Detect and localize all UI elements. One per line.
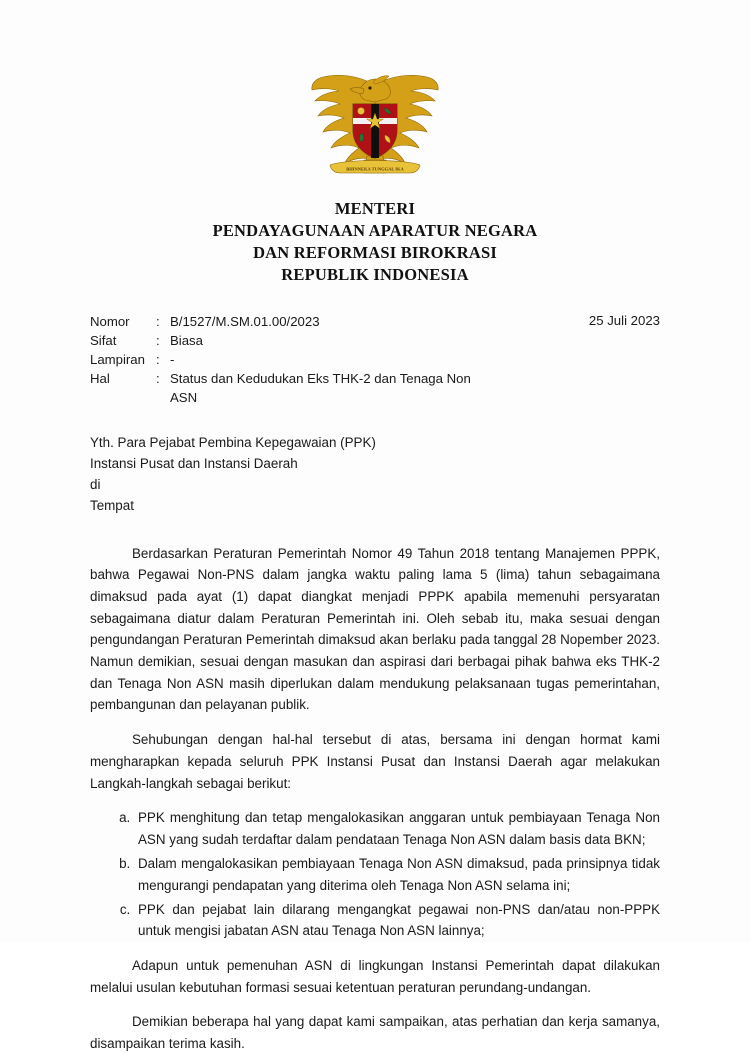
- letterhead: [0, 0, 750, 286]
- addressee-line-2: Instansi Pusat dan Instansi Daerah: [90, 456, 298, 472]
- body-paragraph-2: Sehubungan dengan hal-hal tersebut di atas, bersama ini dengan hormat kami mengharapkan kepada seluruh PPK Instansi Pusat dan Instansi Daerah agar melakukan Langkah-langkah sebagai berikut:: [90, 732, 660, 791]
- addressee-line-3: di: [90, 476, 101, 492]
- letterhead-title: [0, 198, 750, 286]
- letterhead-line-1: MENTERI: [334, 199, 416, 218]
- meta-colon-lampiran: :: [156, 352, 160, 368]
- letterhead-line-4: REPUBLIK INDONESIA: [281, 264, 469, 284]
- meta-colon-nomor: :: [156, 313, 160, 329]
- list-item: c. PPK dan pejabat lain dilarang mengangkat pegawai non-PNS dan/atau non-PPPK untuk mengisi jabatan ASN atau Tenaga Non ASN lainnya;: [134, 899, 660, 942]
- list-item: a. PPK menghitung dan tetap mengalokasikan anggaran untuk pembiayaan Tenaga Non ASN yang sudah terdaftar dalam pendataan Tenaga Non ASN dalam basis data BKN;: [134, 807, 660, 850]
- list-item: b. Dalam mengalokasikan pembiayaan Tenaga Non ASN dimaksud, pada prinsipnya tidak mengurangi pendapatan yang diterima oleh Tenaga Non ASN selama ini;: [134, 853, 660, 896]
- letter-date: 25 Juli 2023: [588, 312, 660, 328]
- table-row: [90, 331, 500, 350]
- garuda-pancasila-emblem: [300, 62, 450, 190]
- table-row: [90, 369, 500, 407]
- svg-text:BHINNEKA TUNGGAL IKA: BHINNEKA TUNGGAL IKA: [346, 166, 404, 172]
- meta-colon-hal: :: [156, 371, 160, 387]
- letter-body: [90, 543, 660, 1055]
- meta-label-nomor: Nomor: [90, 313, 130, 329]
- letterhead-line-3: DAN REFORMASI BIROKRASI: [253, 242, 497, 262]
- metadata-table: [90, 312, 500, 408]
- body-paragraph-3: Adapun untuk pemenuhan ASN di lingkungan Instansi Pemerintah dapat dilakukan melalui usulan kebutuhan formasi sesuai ketentuan peraturan perundang-undangan.: [90, 957, 660, 995]
- table-row: [90, 312, 500, 331]
- meta-value-lampiran: -: [170, 352, 175, 368]
- addressee-block: [90, 433, 660, 516]
- table-row: [90, 350, 500, 369]
- meta-value-sifat: Biasa: [170, 332, 203, 348]
- body-paragraph-4: Demikian beberapa hal yang dapat kami sampaikan, atas perhatian dan kerja samanya, disampaikan terima kasih.: [90, 1014, 660, 1051]
- addressee-line-4: Tempat: [90, 497, 134, 513]
- meta-value-hal: Status dan Kedudukan Eks THK-2 dan Tenaga Non ASN: [170, 371, 471, 406]
- action-items-list: [90, 807, 660, 942]
- body-paragraph-1: Berdasarkan Peraturan Pemerintah Nomor 49 Tahun 2018 tentang Manajemen PPPK, bahwa Pegawai Non-PNS dalam jangka waktu paling lama 5 (lima) tahun sebagaimana dimaksud pada ayat (1) dapat diangkat menjadi PPPK apabila memenuhi persyaratan sebagaimana diatur dalam Peraturan Pemerintah ini. Oleh sebab itu, maka sesuai dengan pengundangan Peraturan Pemerintah dimaksud akan berlaku pada tanggal 28 Nopember 2023. Namun demikian, sesuai dengan masukan dan aspirasi dari berbagai pihak bahwa eks THK-2 dan Tenaga Non ASN masih diperlukan dalam mendukung pelaksanaan tugas pemerintahan, pembangunan dan pelayanan publik.: [90, 545, 660, 713]
- meta-label-sifat: Sifat: [90, 332, 117, 348]
- letter-metadata: [90, 312, 660, 408]
- meta-colon-sifat: :: [156, 332, 160, 348]
- addressee-line-1: Yth. Para Pejabat Pembina Kepegawaian (PPK): [90, 435, 376, 451]
- meta-label-hal: Hal: [90, 371, 110, 387]
- letterhead-line-2: PENDAYAGUNAAN APARATUR NEGARA: [212, 220, 538, 240]
- meta-value-nomor: B/1527/M.SM.01.00/2023: [170, 313, 320, 329]
- meta-label-lampiran: Lampiran: [90, 352, 145, 368]
